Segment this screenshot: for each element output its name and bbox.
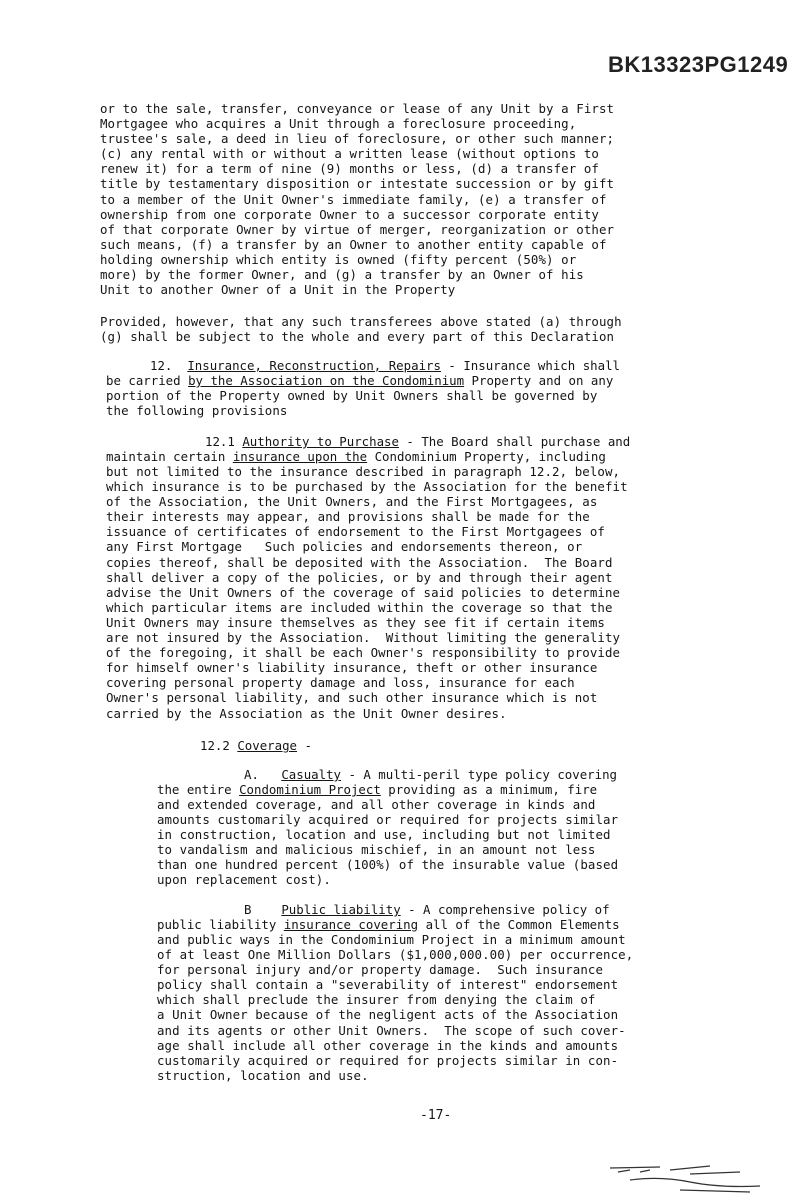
text-line: than one hundred percent (100%) of the insurable value (based xyxy=(157,857,619,873)
text-line: upon replacement cost). xyxy=(157,872,331,888)
text-line: for himself owner's liability insurance, theft or other insurance xyxy=(106,660,598,676)
section-12-title: Insurance, Reconstruction, Repairs xyxy=(187,358,441,373)
text-line: a Unit Owner because of the negligent acts of the Association xyxy=(157,1007,619,1023)
section-12-1-line2: maintain certain insurance upon the Condominium Property, including xyxy=(106,449,606,464)
subsection-a-letter: A. xyxy=(244,767,259,782)
section-12-2-number: 12.2 xyxy=(200,738,230,753)
text-line: Unit Owners may insure themselves as they see fit if certain items xyxy=(106,614,605,630)
text-line: to a member of the Unit Owner's immediate family, (e) a transfer of xyxy=(100,191,607,207)
text-line: or to the sale, transfer, conveyance or lease of any Unit by a First xyxy=(100,101,615,116)
text-line: any First Mortgage Such policies and endorsements thereon, or xyxy=(106,539,583,555)
subsection-a-title: Casualty xyxy=(281,767,341,782)
subsection-a-heading: A. Casualty - A multi-peril type policy covering xyxy=(244,767,618,782)
text-line: Owner's personal liability, and such other insurance which is not xyxy=(106,690,598,706)
section-12-2-title: Coverage xyxy=(237,738,297,753)
text-line: portion of the Property owned by Unit Owners shall be governed by xyxy=(106,388,598,403)
text-line: their interests may appear, and provisions shall be made for the xyxy=(106,509,590,525)
text-line: and its agents or other Unit Owners. The scope of such cover- xyxy=(157,1022,626,1038)
section-12-2-heading: 12.2 Coverage - xyxy=(200,738,312,753)
text-line: of the foregoing, it shall be each Owner's responsibility to provide xyxy=(106,645,621,661)
text-line: Provided, however, that any such transferees above stated (a) through xyxy=(100,314,622,329)
text-line: (c) any rental with or without a written lease (without options to xyxy=(100,146,599,162)
paragraph-transfer-exceptions xyxy=(100,101,740,297)
text-line: age shall include all other coverage in the kinds and amounts xyxy=(157,1037,619,1053)
text-line: covering personal property damage and loss, insurance for each xyxy=(106,675,575,691)
section-12-1-body xyxy=(106,464,746,721)
section-12-1-heading: 12.1 Authority to Purchase - The Board shall purchase and xyxy=(205,434,631,449)
text-line: are not insured by the Association. Without limiting the generality xyxy=(106,630,621,646)
book-page-stamp: BK13323PG1249 xyxy=(608,52,789,77)
text-line: which shall preclude the insurer from denying the claim of xyxy=(157,992,596,1008)
text-line: of that corporate Owner by virtue of merger, reorganization or other xyxy=(100,221,615,237)
recorder-mark-scribble xyxy=(590,1160,770,1196)
page-number: -17- xyxy=(420,1108,452,1123)
text-line: struction, location and use. xyxy=(157,1067,369,1083)
text-line: title by testamentary disposition or intestate succession or by gift xyxy=(100,176,615,192)
section-12-1-number: 12.1 xyxy=(205,434,235,449)
text-line: for personal injury and/or property damage. Such insurance xyxy=(157,962,604,978)
section-12-number: 12. xyxy=(150,358,173,373)
text-line: in construction, location and use, including but not limited xyxy=(157,827,611,843)
text-line: to vandalism and malicious mischief, in an amount not less xyxy=(157,842,596,858)
text-line: Unit to another Owner of a Unit in the Property xyxy=(100,282,456,298)
text-line: shall deliver a copy of the policies, or by and through their agent xyxy=(106,569,613,585)
text-line: and extended coverage, and all other coverage in kinds and xyxy=(157,797,596,812)
subsection-b-body xyxy=(157,932,797,1083)
section-12-line2: be carried by the Association on the Condominium Property and on any xyxy=(106,373,614,388)
subsection-b-letter: B xyxy=(244,902,252,917)
text-line: and public ways in the Condominium Project in a minimum amount xyxy=(157,932,626,947)
text-line: of at least One Million Dollars ($1,000,000.00) per occurrence, xyxy=(157,947,634,963)
text-line: but not limited to the insurance described in paragraph 12.2, below, xyxy=(106,464,621,479)
text-line: which insurance is to be purchased by the Association for the benefit xyxy=(106,479,628,495)
text-line: copies thereof, shall be deposited with the Association. The Board xyxy=(106,554,613,570)
text-line: which particular items are included within the coverage so that the xyxy=(106,599,613,615)
text-line: carried by the Association as the Unit Owner desires. xyxy=(106,705,507,721)
text-line: holding ownership which entity is owned (fifty percent (50%) or xyxy=(100,251,577,267)
subsection-a-line2: the entire Condominium Project providing as a minimum, fire xyxy=(157,782,598,797)
section-12-line1: - Insurance which shall xyxy=(440,358,620,373)
section-12-heading xyxy=(150,358,620,373)
subsection-b-line2: public liability insurance covering all of the Common Elements xyxy=(157,917,620,932)
text-line: issuance of certificates of endorsement to the First Mortgagees of xyxy=(106,524,605,540)
text-line: advise the Unit Owners of the coverage of said policies to determine xyxy=(106,584,621,600)
text-line: more) by the former Owner, and (g) a transfer by an Owner of his xyxy=(100,267,584,283)
text-line: the following provisions xyxy=(106,403,288,419)
text-line: Mortgagee who acquires a Unit through a foreclosure proceeding, xyxy=(100,116,577,132)
section-12-1-title: Authority to Purchase xyxy=(242,434,399,449)
section-12-body xyxy=(106,388,746,418)
text-line: policy shall contain a "severability of interest" endorsement xyxy=(157,977,619,993)
text-line: renew it) for a term of nine (9) months or less, (d) a transfer of xyxy=(100,161,599,177)
subsection-b-heading: B Public liability - A comprehensive policy of xyxy=(244,902,610,917)
text-line: such means, (f) a transfer by an Owner to another entity capable of xyxy=(100,236,607,252)
paragraph-provided-however xyxy=(100,314,740,344)
text-line: of the Association, the Unit Owners, and the First Mortgagees, as xyxy=(106,494,598,510)
text-line: (g) shall be subject to the whole and every part of this Declaration xyxy=(100,329,615,345)
subsection-b-title: Public liability xyxy=(281,902,401,917)
text-line: amounts customarily acquired or required for projects similar xyxy=(157,812,619,828)
text-line: trustee's sale, a deed in lieu of foreclosure, or other such manner; xyxy=(100,131,615,147)
subsection-a-body xyxy=(157,797,797,888)
text-line: ownership from one corporate Owner to a successor corporate entity xyxy=(100,206,599,222)
text-line: customarily acquired or required for projects similar in con- xyxy=(157,1052,619,1068)
